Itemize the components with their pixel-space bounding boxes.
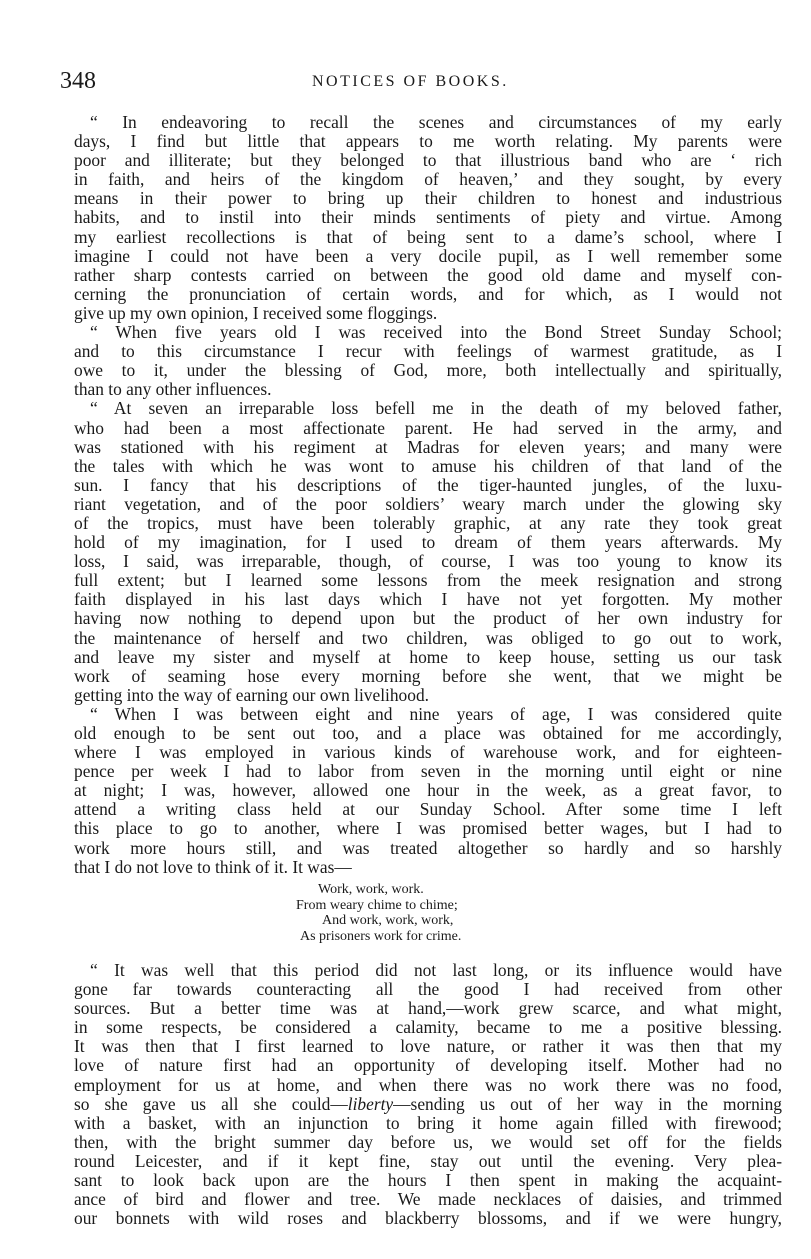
text-line: It was then that I first learned to love nature, or rather it was then that my bbox=[74, 1036, 782, 1057]
text-line: sun. I fancy that his descriptions of the tiger-haunted jungles, of the luxu- bbox=[74, 474, 782, 495]
text-line: attend a writing class held at our Sunday School. After some time I left bbox=[74, 799, 782, 820]
text-line: full extent; but I learned some lessons from the meek resignation and strong bbox=[74, 570, 782, 591]
text-line: “ It was well that this period did not last long, or its influence would have bbox=[90, 960, 782, 980]
text-line: days, I find but little that appears to me worth relating. My parents were bbox=[74, 131, 782, 152]
text-line: having now nothing to depend upon but the product of her own industry for bbox=[74, 608, 782, 629]
text-line: where I was employed in various kinds of warehouse work, and for eighteen- bbox=[74, 742, 782, 763]
text-line: hold of my imagination, for I used to dream of them years afterwards. My bbox=[74, 532, 782, 553]
text-line: work more hours still, and was treated altogether so hardly and so harshly bbox=[74, 837, 782, 858]
text-line: employment for us at home, and when there was no work there was no food, bbox=[74, 1074, 782, 1095]
verse-line: Work, work, work. bbox=[318, 882, 424, 897]
text-line: sources. But a better time was at hand,—work grew scarce, and what might, bbox=[74, 998, 782, 1019]
text-line: rather sharp contests carried on between the good old dame and myself con- bbox=[74, 264, 782, 285]
text-line: round Leicester, and if it kept fine, stay out until the evening. Very plea- bbox=[74, 1150, 782, 1171]
text-line: who had been a most affectionate parent. He had served in the army, and bbox=[74, 417, 782, 438]
text-line: of the tropics, must have been tolerably graphic, at any rate they took great bbox=[74, 512, 782, 533]
text-line: owe to it, under the blessing of God, more, both intellectually and spiritually, bbox=[74, 360, 782, 381]
text-line: poor and illiterate; but they belonged to that illustrious band who are ‘ rich bbox=[74, 150, 782, 171]
text-line: with a basket, with an injunction to bring it home again filled with firewood; bbox=[74, 1112, 782, 1133]
text-line: my earliest recollections is that of being sent to a dame’s school, where I bbox=[74, 226, 782, 247]
page-number: 348 bbox=[60, 68, 96, 94]
text-line: “ In endeavoring to recall the scenes and circumstances of my early bbox=[90, 112, 782, 132]
running-head: NOTICES OF BOOKS. bbox=[312, 73, 509, 90]
emphasis: liberty bbox=[347, 1093, 394, 1114]
text-line: the tales with which he was wont to amuse his children of that land of the bbox=[74, 455, 782, 476]
text-line: means in their power to bring up their children to honest and industrious bbox=[74, 188, 782, 209]
verse-quote bbox=[296, 882, 596, 944]
text-line: that I do not love to think of it. It was— bbox=[74, 856, 352, 877]
page-header bbox=[0, 66, 811, 96]
text-line: cerning the pronunciation of certain words, and for which, as I would not bbox=[74, 283, 782, 304]
text-line: this place to go to another, where I was promised better wages, but I had to bbox=[74, 818, 782, 839]
text-line: gone far towards counteracting all the good I had received from other bbox=[74, 979, 782, 1000]
text-line: getting into the way of earning our own livelihood. bbox=[74, 684, 429, 705]
text-line: the maintenance of herself and two children, was obliged to go out to work, bbox=[74, 627, 782, 648]
text-line: ance of bird and flower and tree. We made necklaces of daisies, and trimmed bbox=[74, 1189, 782, 1210]
text-line: faith displayed in his last days which I have not yet forgotten. My mother bbox=[74, 589, 782, 610]
text-line: work of seaming hose every morning before she went, that we might be bbox=[74, 665, 782, 686]
verse-line: And work, work, work, bbox=[322, 913, 454, 928]
text-block-upper bbox=[74, 113, 782, 877]
text-line: than to any other influences. bbox=[74, 379, 272, 400]
verse-line: As prisoners work for crime. bbox=[300, 928, 462, 944]
text-line: and to this circumstance I recur with feelings of warmest gratitude, as I bbox=[74, 341, 782, 362]
text-line: riant vegetation, and of the poor soldiers’ weary march under the glowing sky bbox=[74, 493, 782, 514]
text-line: give up my own opinion, I received some floggings. bbox=[74, 302, 438, 323]
text-line: in faith, and heirs of the kingdom of heaven,’ and they sought, by every bbox=[74, 169, 782, 190]
text-line: then, with the bright summer day before us, we would set off for the fields bbox=[74, 1131, 782, 1152]
text-line: and leave my sister and myself at home to keep house, setting us our task bbox=[74, 646, 782, 667]
text-line: “ When five years old I was received into the Bond Street Sunday School; bbox=[90, 322, 782, 343]
text-line: our bonnets with wild roses and blackberry blossoms, and if we were hungry, bbox=[74, 1208, 782, 1229]
text-line: at night; I was, however, allowed one hour in the week, as a great favor, to bbox=[74, 780, 782, 801]
text-line: imagine I could not have been a very docile pupil, as I well remember some bbox=[74, 245, 782, 266]
text-line: pence per week I had to labor from seven in the morning until eight or nine bbox=[74, 761, 782, 782]
text-block-lower bbox=[74, 961, 782, 1228]
text-line: “ When I was between eight and nine years of age, I was considered quite bbox=[90, 703, 782, 724]
text-line: in some respects, be considered a calamity, became to me a positive blessing. bbox=[74, 1017, 782, 1038]
verse-line: From weary chime to chime; bbox=[296, 897, 458, 913]
text-line: so she gave us all she could—liberty—sending us out of her way in the morning bbox=[74, 1093, 782, 1114]
text-line: habits, and to instil into their minds sentiments of piety and virtue. Among bbox=[74, 207, 782, 228]
text-line: sant to look back upon are the hours I then spent in making the acquaint- bbox=[74, 1170, 782, 1191]
text-line: “ At seven an irreparable loss befell me in the death of my beloved father, bbox=[90, 398, 782, 419]
text-line: was stationed with his regiment at Madras for eleven years; and many were bbox=[74, 436, 782, 457]
text-line: loss, I said, was irreparable, though, of course, I was too young to know its bbox=[74, 551, 782, 572]
text-line: old enough to be sent out too, and a place was obtained for me accordingly, bbox=[74, 723, 782, 743]
text-line: love of nature first had an opportunity of developing itself. Mother had no bbox=[74, 1055, 782, 1076]
